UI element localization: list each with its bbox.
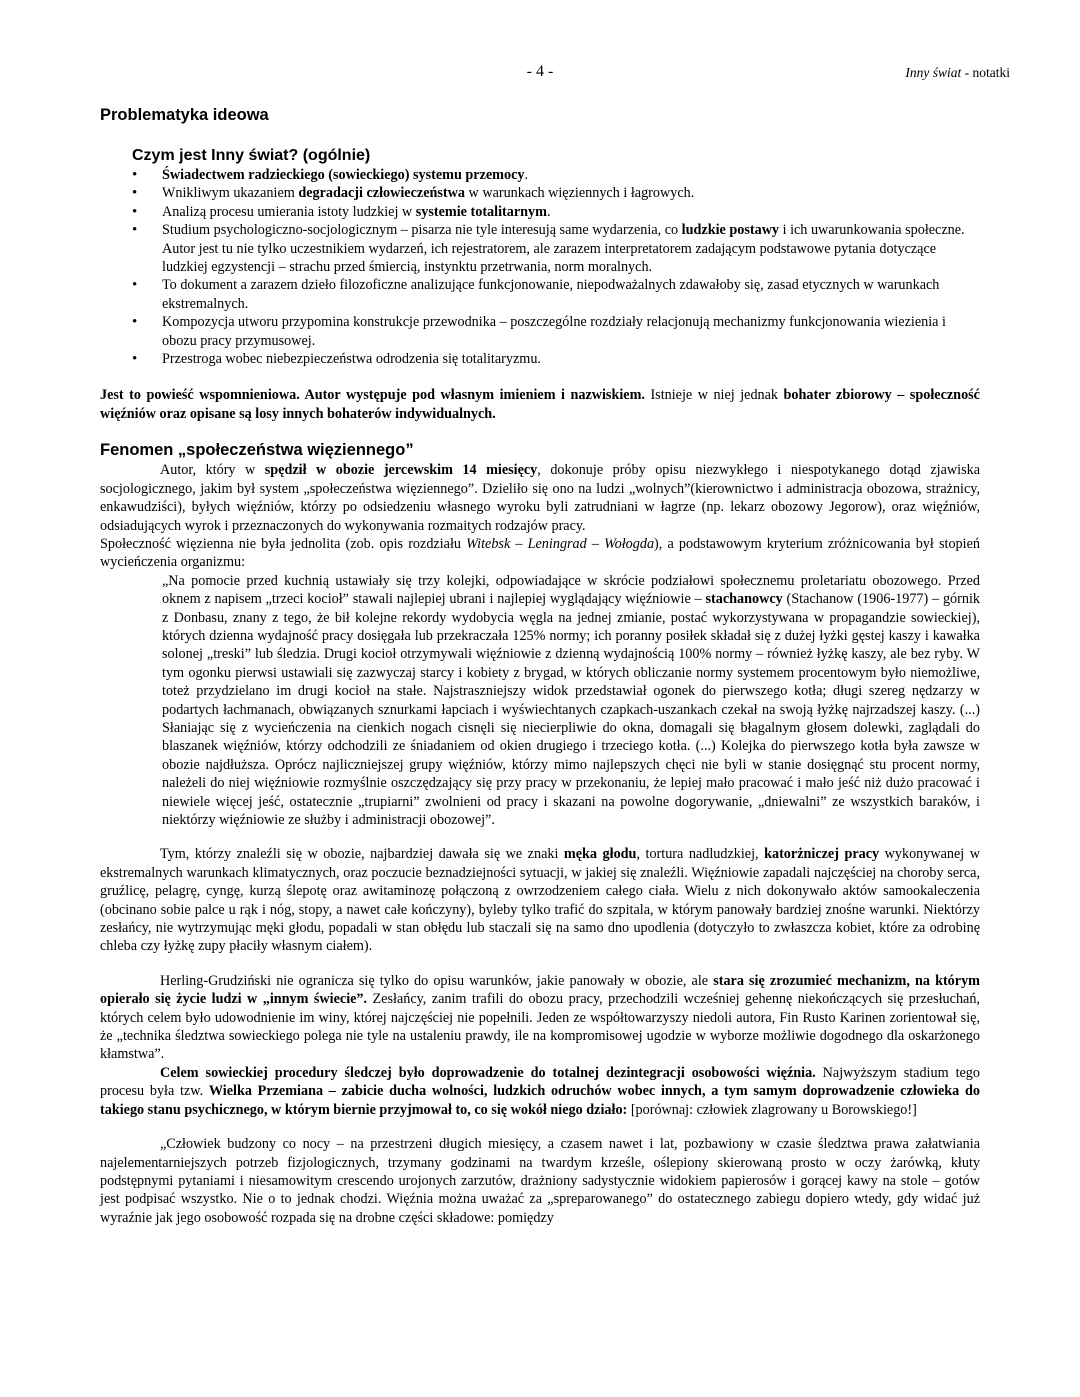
list-item: • Wnikliwym ukazaniem degradacji człowieczeństwa w warunkach więziennych i łagrowych. bbox=[162, 184, 980, 202]
running-header-suffix: - notatki bbox=[961, 65, 1010, 80]
section-heading: Fenomen „społeczeństwa więziennego” bbox=[100, 441, 414, 460]
paragraph: „Człowiek budzony co nocy – na przestrzeni długich miesięcy, a czasem nawet i lat, pozbawiony w czasie śledztwa prawa załatwiania najelementarniejszych potrzeb fizjologicznych, trzymany godzinami na twardym krześle, oślepiony skierowaną prosto w oczy żarówką, kłuty podstępnymi pytaniami i niesamowitym crescendo urojonych zarzutów, drażniony sadystycznie widokiem papierosów i gorącej kawy na stole – gotów jest podpisać wszystko. Nie o to jednak chodzi. Więźnia można uważać za „spreparowanego” do ostatecznego zabiegu dopiero wtedy, gdy widać już wyraźnie jak jego osobowość rozpada się na drobne części składowe: pomiędzy bbox=[100, 1136, 980, 1226]
bullet-list bbox=[100, 166, 980, 368]
list-item: • Analizą procesu umierania istoty ludzkiej w systemie totalitarnym. bbox=[162, 203, 980, 221]
paragraph: Autor, który w spędził w obozie jercewskim 14 miesięcy, dokonuje próby opisu niezwykłego i niespotykanego dotąd zjawiska socjologicznego, jakim był system „społeczeństwa więziennego”. Dzieliło się ono na ludzi „wolnych”(kierownictwo i administracja obozowa, strażnicy, enkawudziści), byłych więźniów, którzy po odsiedzeniu własnego wyroku byli zatrudniani w łagrze (np. lekarz obozowy Jegorow), oraz więźniów, odsiadujących wyrok i przeznaczonych do wykonywania rozmaitych rodzajów pracy. bbox=[100, 462, 980, 534]
list-item: • Przestroga wobec niebezpieczeństwa odrodzenia się totalitaryzmu. bbox=[162, 350, 980, 368]
list-item: • Studium psychologiczno-socjologicznym – pisarza nie tyle interesują same wydarzenia, co ludzkie postawy i ich uwarunkowania społeczne. Autor jest tu nie tylko uczestnikiem wydarzeń, ich rejestratorem, ale zarazem interpretatorem zadającym podstawowe pytania dotyczące ludzkiej egzystencji – strachu przed śmiercią, instynktu przetrwania, norm moralnych. bbox=[162, 221, 980, 276]
list-item: • Kompozycja utworu przypomina konstrukcje przewodnika – poszczególne rozdziały relacjonują mechanizmy funkcjonowania wiezienia i obozu pracy przymusowej. bbox=[162, 313, 980, 350]
paragraph: Herling-Grudziński nie ogranicza się tylko do opisu warunków, jakie panowały w obozie, ale stara się zrozumieć mechanizm, na którym opierało się życie ludzi w „innym świecie”. Zesłańcy, zanim trafili do obozu pracy, przechodzili wcześniej gehennę niekończących się przesłuchań, których celem było udowodnienie im winy, której najczęściej nie popełnili. Jeden ze współtowarzyszy niedoli autora, Fin Rusto Karinen zorientował się, że „technika śledztwa sowieckiego polega nie tyle na ustaleniu prawdy, ile na kompromisowej ugodzie w wyborze możliwie dogodnego dla oskarżonego kłamstwa”. bbox=[100, 972, 980, 1063]
page-number: - 4 - bbox=[526, 63, 554, 80]
paragraph: Społeczność więzienna nie była jednolita (zob. opis rozdziału Witebsk – Leningrad – Wołogda), a podstawowym kryterium zróżnicowania był stopień wycieńczenia organizmu: bbox=[100, 535, 980, 571]
running-header bbox=[905, 65, 1010, 81]
paragraph: Jest to powieść wspomnieniowa. Autor występuje pod własnym imieniem i nazwiskiem. Istnieje w niej jednak bohater zbiorowy – społeczność więźniów oraz opisane są losy innych bohaterów indywidualnych. bbox=[100, 387, 980, 422]
paragraph: Celem sowieckiej procedury śledczej było doprowadzenie do totalnej dezintegracji osobowości więźnia. Najwyższym stadium tego procesu była tzw. Wielka Przemiana – zabicie ducha wolności, ludzkich odruchów wobec innych, a tym samym doprowadzenie człowieka do takiego stanu psychicznego, w którym biernie przyjmował to, co się wokół niego działo: [porównaj: człowiek zlagrowany u Borowskiego!] bbox=[100, 1064, 980, 1118]
subsection-heading: Czym jest Inny świat? (ogólnie) bbox=[132, 147, 371, 164]
running-header-title: Inny świat bbox=[905, 65, 962, 80]
list-item: • Świadectwem radzieckiego (sowieckiego) systemu przemocy. bbox=[162, 166, 980, 184]
document-body bbox=[100, 100, 980, 1227]
paragraph: Tym, którzy znaleźli się w obozie, najbardziej dawała się we znaki męka głodu, tortura nadludzkiej, katorżniczej pracy wykonywanej w ekstremalnych warunkach klimatycznych, oraz poczucie beznadziejności sytuacji, w jakiej się znaleźli. Więźniowie zapadali najczęściej na choroby serca, gruźlicę, pelagrę, cyngę, kurzą ślepotę oraz awitaminozę połączoną z owrzodzeniem całego ciała. Wielu z nich dokonywało aktów samookaleczenia (obcinano sobie palce u rąk i nóg, stopy, a nawet całe kończyny), byleby tylko trafić do szpitala, w którym panowały bardziej znośne warunki. Niektórzy zesłańcy, nie wytrzymując męki głodu, popadali w stan obłędu lub staczali się na samo dno upodlenia (dotyczyło to zwłaszcza kobiet, które za odrobinę chleba czy łyżkę zupy płaciły własnym ciałem). bbox=[100, 846, 980, 955]
section-heading: Problematyka ideowa bbox=[100, 106, 269, 124]
block-quote: „Na pomocie przed kuchnią ustawiały się trzy kolejki, odpowiadające w skrócie podziałowi społecznemu proletariatu obozowego. Przed oknem z napisem „trzeci kocioł” stawali najlepiej ubrani i najlepiej wyglądający więźniowie – stachanowcy (Stachanow (1906-1977) – górnik z Donbasu, znany z tego, że bił kolejne rekordy wydobycia węgla na jednej zmianie, postać wykorzystywana w propagandzie sowieckiej), których dzienna wydajność pracy dosięgała lub przekraczała 125% normy; ich poranny posiłek składał się z dużej łyżki gęstej kaszy i kawałka solonej „treski” lub śledzia. Drugi kocioł otrzymywali więźniowie z dzienną wydajnością 100% normy – również łyżkę kaszy, ale bez ryby. W tym ogonku pierwsi ustawiali się zazwyczaj starcy i kobiety z brygad, w których obliczanie normy systemem procentowym było niemożliwe, toteż przydzielano im drugi kocioł na stałe. Najstraszniejszy widok przedstawiał ogonek do pierwszego kotła; długi szereg nędzarzy w podartych łachmanach, obwiązanych sznurkami łapciach i wyświechtanych czapkach-uszankach czekał na swoją łyżkę najrzadszej kaszy. (...) Słaniając się z wycieńczenia na cienkich nogach cisnęli się niecierpliwie do okna, domagali się błagalnym głosem dolewki, zaglądali do blaszanek więźniów, którzy odchodzili ze śniadaniem od okien drugiego i trzeciego kotła. (...) Kolejka do pierwszego kotła była zawsze w obozie najdłuższa. Oprócz najliczniejszej grupy więźniów, którzy mimo najlepszych chęci nie byli w stanie dosięgnąć stu procent normy, należeli do niej więźniowie rozmyślnie oszczędzający się przy pracy w przekonaniu, że lepiej mało pracować i mało jeść niż dużo pracować i niewiele więcej jeść, ostatecznie „trupiarni” zwolnieni od pracy i skazani na powolne dogorywanie, „dniewalni” ze wszystkich baraków, i niektórzy więźniowie ze służby i administracji obozowej”. bbox=[162, 572, 980, 828]
list-item: • To dokument a zarazem dzieło filozoficzne analizujące funkcjonowanie, niepodważalnych zdawałoby się, zasad etycznych w warunkach ekstremalnych. bbox=[162, 276, 980, 313]
